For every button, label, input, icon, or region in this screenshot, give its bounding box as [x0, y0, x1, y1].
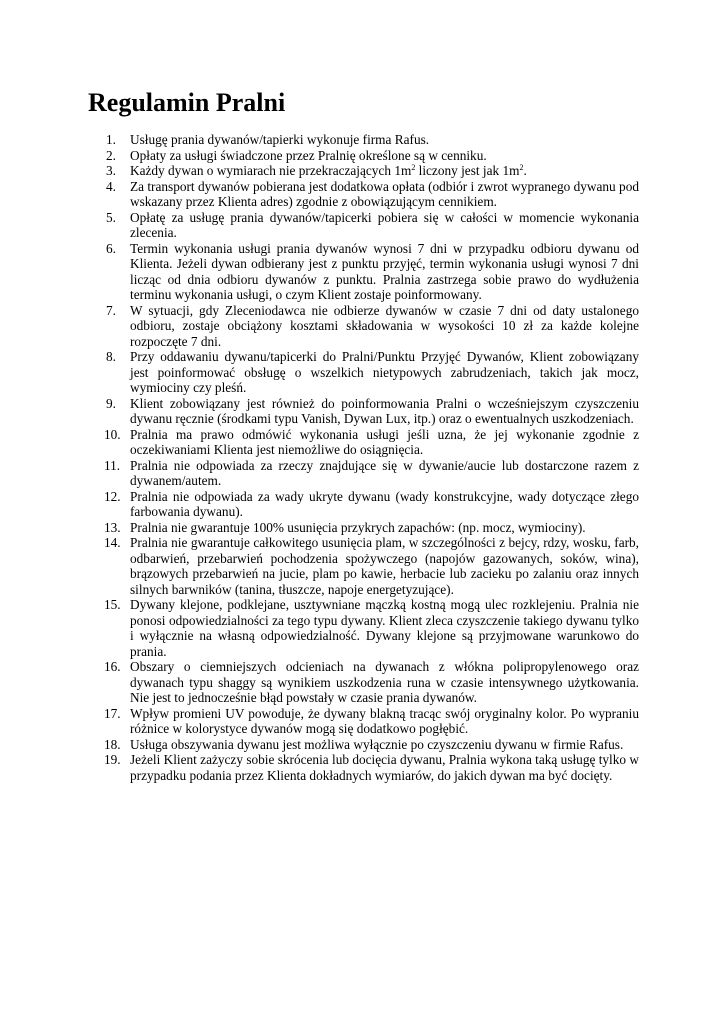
rule-text: Opłatę za usługę prania dywanów/tapicerki pobiera się w całości w momencie wykonania zlecenia.: [130, 209, 639, 240]
rule-number: 11.: [104, 457, 121, 473]
rule-item: [88, 458, 639, 489]
rule-number: 18.: [104, 736, 121, 752]
superscript: 2: [411, 163, 416, 172]
rule-number: 8.: [106, 349, 116, 364]
rule-text: Klient zobowiązany jest również do poinformowania Pralni o wcześniejszym czyszczeniu dywanu ręcznie (środkami typu Vanish, Dywan Lux, itp.) oraz o ewentualnych uszkodzeniach.: [130, 395, 639, 426]
rule-item: [88, 303, 639, 350]
rule-text-part: .: [523, 163, 527, 178]
rule-item: [88, 706, 639, 737]
rule-number: 17.: [104, 705, 121, 721]
rule-number: 9.: [106, 395, 116, 411]
rule-text: Pralnia nie odpowiada za wady ukryte dywanu (wady konstrukcyjne, wady dotyczące złego farbowania dywanu).: [130, 488, 639, 519]
rule-item: [88, 737, 639, 753]
rule-item: [88, 597, 639, 659]
rule-number: 13.: [104, 519, 121, 535]
rule-text: Usługę prania dywanów/tapierki wykonuje firma Rafus.: [130, 132, 430, 147]
rule-text: Pralnia nie gwarantuje 100% usunięcia przykrych zapachów: (np. mocz, wymiociny).: [130, 519, 586, 535]
rule-item: [88, 148, 639, 164]
rule-number: 12.: [104, 488, 121, 504]
rule-number: 5.: [106, 209, 116, 225]
superscript: 2: [519, 163, 524, 172]
rule-number: 14.: [104, 535, 121, 550]
rule-item: [88, 241, 639, 303]
rule-item: [88, 752, 639, 783]
rule-text: Pralnia nie odpowiada za rzeczy znajdujące się w dywanie/aucie lub dostarczone razem z dywanem/autem.: [130, 457, 639, 488]
rule-text: Obszary o ciemniejszych odcieniach na dywanach z włókna polipropylenowego oraz dywanach typu shaggy są wynikiem uszkodzenia runa w czasie intensywnego użytkowania. Nie jest to jednocześnie błąd powstały w czasie prania dywanów.: [130, 659, 639, 705]
rule-item: [88, 179, 639, 210]
rule-item: [88, 132, 639, 148]
rule-item: [88, 659, 639, 706]
rule-text-part: Każdy dywan o wymiarach nie przekraczających 1m: [130, 163, 412, 178]
rule-number: 7.: [106, 302, 116, 318]
rule-text: Usługa obszywania dywanu jest możliwa wyłącznie po czyszczeniu dywanu w firmie Rafus.: [130, 736, 624, 752]
rule-text: Pralnia nie gwarantuje całkowitego usunięcia plam, w szczególności z bejcy, rdzy, wosku, farb, odbarwień, przebarwień pochodzenia spożywczego (napojów gazowanych, soków, wina), brązowych przebarwień na jucie, plam po kawie, herbacie lub zacieku po zalaniu oraz innych silnych barwników (tanina, tłuszcze, napoje energetyzujące).: [130, 535, 639, 597]
rule-number: 6.: [106, 240, 116, 256]
rule-item: [88, 396, 639, 427]
rule-text: Pralnia ma prawo odmówić wykonania usługi jeśli uzna, że jej wykonanie zgodnie z oczekiwaniami Klienta jest niemożliwe do osiągnięcia.: [130, 426, 639, 457]
rule-item: [88, 489, 639, 520]
rule-text: W sytuacji, gdy Zleceniodawca nie odbierze dywanów w czasie 7 dni od daty ustalonego odbioru, zostaje obciążony kosztami składowania w wysokości 10 zł za każde kolejne rozpoczęte 7 dni.: [130, 302, 639, 349]
rule-text: Za transport dywanów pobierana jest dodatkowa opłata (odbiór i zwrot wypranego dywanu pod wskazany przez Klienta adres) zgodnie z obowiązującym cennikiem.: [130, 178, 639, 209]
rule-number: 1.: [106, 132, 116, 147]
rule-text: Przy oddawaniu dywanu/tapicerki do Pralni/Punktu Przyjęć Dywanów, Klient zobowiązany jest poinformować obsługę o wszelkich nietypowych zabrudzeniach, takich jak mocz, wymiociny czy pleśń.: [130, 349, 639, 395]
rule-text-part: liczony jest jak 1m: [415, 163, 520, 178]
rule-number: 2.: [106, 147, 116, 163]
rule-text: Jeżeli Klient zażyczy sobie skrócenia lub docięcia dywanu, Pralnia wykona taką usługę tylko w przypadku podania przez Klienta dokładnych wymiarów, do jakich dywan ma być docięty.: [130, 752, 639, 783]
rule-item: [88, 163, 639, 179]
rule-item: [88, 535, 639, 597]
page-title: Regulamin Pralni: [88, 88, 286, 117]
rule-number: 3.: [106, 163, 116, 178]
rule-number: 10.: [104, 426, 121, 442]
rule-item: [88, 427, 639, 458]
rule-text: Dywany klejone, podklejane, usztywniane mączką kostną mogą ulec rozklejeniu. Pralnia nie ponosi odpowiedzialności za tego typu dywany. Klient zleca czyszczenie takiego dywanu tylko i wyłącznie na własną odpowiedzialność. Dywany klejone są przyjmowane warunkowo do prania.: [130, 597, 639, 659]
rule-text: Termin wykonania usługi prania dywanów wynosi 7 dni w przypadku odbioru dywanu od Klienta. Jeżeli dywan odbierany jest z punktu przyjęć, termin wykonania usługi wynosi 7 dni licząc od dnia odbioru dywanów z punktu. Pralnia zastrzega sobie prawo do wydłużenia terminu wykonania usługi, o czym Klient zostaje poinformowany.: [130, 240, 639, 302]
rule-number: 4.: [106, 178, 116, 194]
rule-item: [88, 210, 639, 241]
rule-number: 19.: [104, 752, 121, 767]
rule-number: 15.: [104, 597, 121, 612]
rule-number: 16.: [104, 659, 121, 674]
rule-item: [88, 349, 639, 396]
rule-text: Opłaty za usługi świadczone przez Pralnię określone są w cenniku.: [130, 147, 487, 163]
rule-text: Wpływ promieni UV powoduje, że dywany blakną tracąc swój oryginalny kolor. Po wypraniu różnice w kolorystyce dywanów mogą się dodatkowo pogłębić.: [130, 705, 639, 736]
rule-item: [88, 520, 639, 536]
rules-list: [88, 132, 639, 783]
